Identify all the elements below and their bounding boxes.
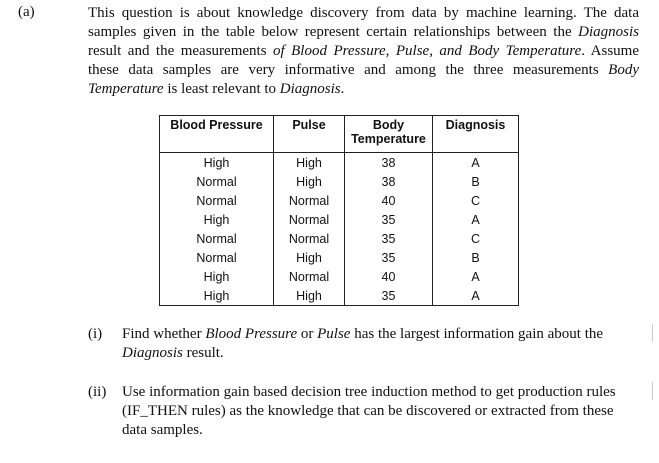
table-cell: 38 — [345, 153, 433, 173]
q1-text-4: result. — [182, 345, 224, 361]
intro-text-1: This question is about knowledge discovery from data by machine learning. The data samples given in the table below represent certain relationships between the — [88, 5, 639, 40]
q1-text-2: or — [297, 326, 318, 342]
table-cell: A — [433, 286, 519, 306]
table-cell: C — [433, 191, 519, 210]
question-i-text — [122, 325, 640, 363]
question-ii-number: (ii) — [88, 384, 107, 400]
table-cell: Normal — [274, 191, 345, 210]
q1-text-1: Find whether — [122, 326, 206, 342]
table-cell: High — [160, 286, 274, 306]
intro-paragraph — [88, 4, 639, 99]
data-table — [159, 115, 519, 306]
table-cell: A — [433, 153, 519, 173]
table-row — [160, 191, 519, 210]
table-cell: Normal — [274, 267, 345, 286]
table-cell: High — [274, 153, 345, 173]
table-cell: B — [433, 248, 519, 267]
table-row — [160, 267, 519, 286]
table-cell: High — [274, 248, 345, 267]
question-i-number: (i) — [88, 326, 103, 342]
table-row — [160, 248, 519, 267]
table-cell: 35 — [345, 248, 433, 267]
q1-emphasis-diagnosis: Diagnosis — [122, 345, 183, 361]
table-cell: 40 — [345, 267, 433, 286]
table-cell: B — [433, 172, 519, 191]
table-cell: Normal — [160, 229, 274, 248]
table-row — [160, 210, 519, 229]
intro-emphasis-diagnosis: Diagnosis — [578, 24, 639, 40]
table-cell: High — [160, 210, 274, 229]
table-cell: Normal — [274, 210, 345, 229]
table-row — [160, 172, 519, 191]
intro-text-4: is least relevant to — [163, 81, 280, 97]
intro-text-2: result and the measurements — [88, 43, 273, 59]
header-body-temperature: Body Temperature — [345, 116, 433, 153]
table-header-row — [160, 116, 519, 153]
table-cell: 35 — [345, 210, 433, 229]
table-cell: High — [160, 267, 274, 286]
table-cell: C — [433, 229, 519, 248]
table-cell: High — [274, 286, 345, 306]
table-cell: 38 — [345, 172, 433, 191]
table-cell: 35 — [345, 286, 433, 306]
table-row — [160, 286, 519, 306]
table-cell: Normal — [160, 248, 274, 267]
table-cell: A — [433, 210, 519, 229]
intro-emphasis-diagnosis-2: Diagnosis — [279, 81, 341, 97]
table-row — [160, 229, 519, 248]
q1-emphasis-pulse: Pulse — [317, 326, 351, 342]
q1-text-3: has the largest information gain about the — [350, 326, 604, 342]
header-diagnosis: Diagnosis — [433, 116, 519, 153]
intro-text-3: . Assume these data samples are very informative and among the three measurements — [88, 43, 639, 78]
table-cell: High — [160, 153, 274, 173]
header-pulse: Pulse — [274, 116, 345, 153]
table-row — [160, 153, 519, 173]
intro-emphasis-measurements: of Blood Pressure, Pulse, and Body Temperature — [273, 43, 582, 59]
table-cell: 40 — [345, 191, 433, 210]
table-cell: Normal — [160, 191, 274, 210]
header-blood-pressure: Blood Pressure — [160, 116, 274, 153]
part-label: (a) — [18, 4, 35, 20]
margin-bar — [652, 382, 653, 400]
intro-emphasis-body-temperature: Body Temperature — [88, 62, 639, 97]
margin-bar — [652, 324, 653, 342]
table-cell: 35 — [345, 229, 433, 248]
intro-text-5: . — [340, 81, 345, 97]
table-cell: Normal — [274, 229, 345, 248]
table-cell: Normal — [160, 172, 274, 191]
table-cell: High — [274, 172, 345, 191]
q1-emphasis-blood-pressure: Blood Pressure — [205, 326, 298, 342]
table-cell: A — [433, 267, 519, 286]
question-ii-text: Use information gain based decision tree induction method to get production rules (IF_THEN rules) as the knowledge that can be discovered or extracted from these data samples. — [122, 384, 616, 438]
